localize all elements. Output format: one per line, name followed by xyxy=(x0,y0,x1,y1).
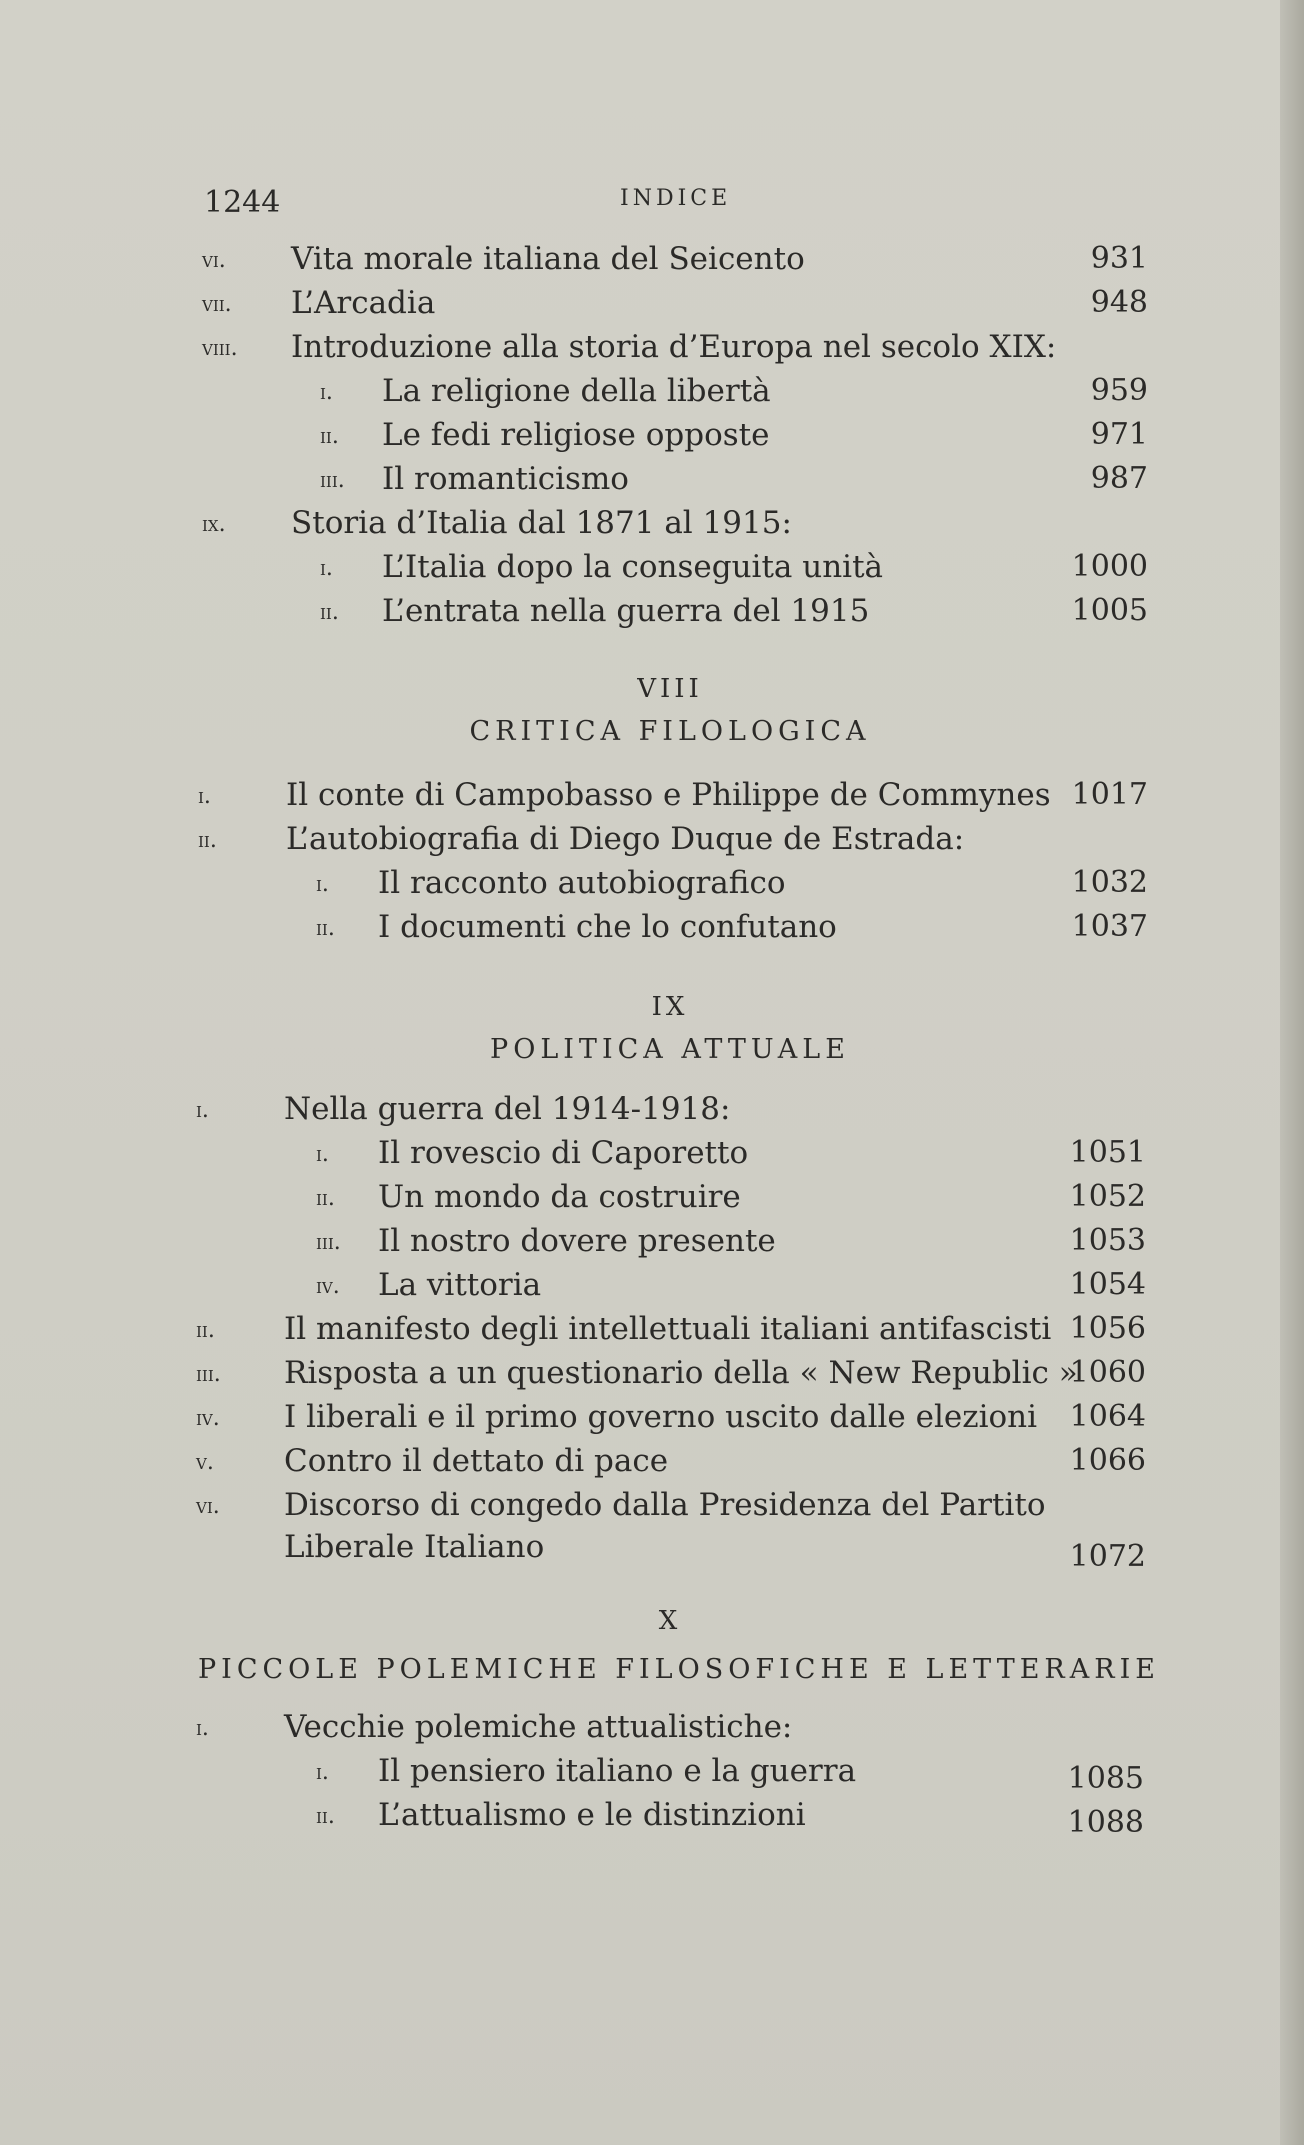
entry-roman: i. xyxy=(316,872,329,897)
entry-roman: ii. xyxy=(196,1318,215,1343)
entry-roman: viii. xyxy=(202,336,238,361)
entry-title: Introduzione alla storia d’Europa nel secolo XIX: xyxy=(291,329,1057,365)
entry-page: 1056 xyxy=(1069,1311,1146,1346)
entry-page: 987 xyxy=(1090,461,1148,496)
entry-page: 1064 xyxy=(1069,1399,1146,1434)
entry-roman: i. xyxy=(198,784,211,809)
entry-title: Il rovescio di Caporetto xyxy=(378,1135,749,1171)
entry-roman: v. xyxy=(196,1450,214,1475)
book-spine-edge xyxy=(1280,0,1304,2145)
entry-page: 1054 xyxy=(1069,1267,1146,1302)
entry-title: Contro il dettato di pace xyxy=(284,1443,669,1479)
toc-entry xyxy=(0,1709,1304,1752)
entry-title: Discorso di congedo dalla Presidenza del Partito xyxy=(284,1487,1046,1523)
entry-title: Nella guerra del 1914-1918: xyxy=(284,1091,731,1127)
entry-page: 948 xyxy=(1090,285,1148,320)
toc-entry xyxy=(0,1487,1304,1574)
toc-entry xyxy=(0,1443,1304,1486)
toc-entry xyxy=(0,1399,1304,1442)
entry-page: 1085 xyxy=(1067,1761,1144,1796)
section-number: X xyxy=(658,1606,682,1636)
section-number: IX xyxy=(651,992,689,1022)
section-title: CRITICA FILOLOGICA xyxy=(469,716,871,747)
entry-roman: i. xyxy=(316,1760,329,1785)
entry-title: Il pensiero italiano e la guerra xyxy=(378,1753,857,1789)
entry-title: La religione della libertà xyxy=(382,373,771,409)
toc-subentry xyxy=(0,865,1304,908)
entry-page: 931 xyxy=(1090,241,1148,276)
entry-title: I documenti che lo confutano xyxy=(378,909,837,945)
entry-title: L’attualismo e le distinzioni xyxy=(378,1797,806,1833)
entry-title: Vecchie polemiche attualistiche: xyxy=(284,1709,793,1745)
entry-page: 959 xyxy=(1090,373,1148,408)
page-number: 1244 xyxy=(204,185,281,220)
entry-roman: i. xyxy=(316,1142,329,1167)
toc-entry xyxy=(0,241,1304,284)
entry-roman: i. xyxy=(320,380,333,405)
toc-subentry xyxy=(0,1797,1304,1840)
entry-title: I liberali e il primo governo uscito dalle elezioni xyxy=(284,1399,1038,1435)
entry-page: 1000 xyxy=(1071,549,1148,584)
entry-title: Le fedi religiose opposte xyxy=(382,417,770,453)
toc-entry xyxy=(0,777,1304,820)
toc-subentry xyxy=(0,1267,1304,1310)
toc-entry xyxy=(0,821,1304,864)
toc-subentry xyxy=(0,549,1304,592)
entry-roman: i. xyxy=(320,556,333,581)
section-title: POLITICA ATTUALE xyxy=(490,1034,850,1065)
entry-roman: i. xyxy=(196,1716,209,1741)
entry-title: L’autobiografia di Diego Duque de Estrada: xyxy=(286,821,965,857)
section-number: VIII xyxy=(637,674,703,704)
entry-title: Il conte di Campobasso e Philippe de Commynes xyxy=(286,777,1051,813)
entry-title: Un mondo da costruire xyxy=(378,1179,741,1215)
entry-page: 1017 xyxy=(1071,777,1148,812)
entry-page: 1066 xyxy=(1069,1443,1146,1478)
entry-page: 1060 xyxy=(1069,1355,1146,1390)
entry-roman: iv. xyxy=(196,1406,220,1431)
entry-page: 1053 xyxy=(1069,1223,1146,1258)
entry-roman: iii. xyxy=(316,1230,341,1255)
toc-subentry xyxy=(0,373,1304,416)
entry-title: Risposta a un questionario della « New Republic » xyxy=(284,1355,1078,1391)
entry-roman: ix. xyxy=(202,512,226,537)
entry-title-continued: Liberale Italiano xyxy=(284,1529,545,1565)
entry-page: 1005 xyxy=(1071,593,1148,628)
entry-roman: ii. xyxy=(320,424,339,449)
toc-entry xyxy=(0,1355,1304,1398)
toc-subentry xyxy=(0,909,1304,952)
toc-subentry xyxy=(0,1179,1304,1222)
section-title: PICCOLE POLEMICHE FILOSOFICHE E LETTERARIE xyxy=(198,1654,1160,1685)
entry-page: 971 xyxy=(1090,417,1148,452)
entry-title: L’Arcadia xyxy=(291,285,436,321)
entry-title: L’Italia dopo la conseguita unità xyxy=(382,549,884,585)
entry-title: Storia d’Italia dal 1871 al 1915: xyxy=(291,505,792,541)
toc-entry xyxy=(0,1091,1304,1134)
toc-subentry xyxy=(0,1753,1304,1796)
entry-page: 1072 xyxy=(1069,1539,1146,1574)
entry-roman: iii. xyxy=(196,1362,221,1387)
toc-subentry xyxy=(0,1135,1304,1178)
entry-page: 1051 xyxy=(1069,1135,1146,1170)
entry-page: 1037 xyxy=(1071,909,1148,944)
entry-page: 1052 xyxy=(1069,1179,1146,1214)
toc-entry xyxy=(0,329,1304,372)
entry-title: Il manifesto degli intellettuali italiani antifascisti xyxy=(284,1311,1052,1347)
entry-roman: vi. xyxy=(196,1494,220,1519)
entry-roman: ii. xyxy=(316,916,335,941)
toc-subentry xyxy=(0,1223,1304,1266)
entry-roman: ii. xyxy=(316,1804,335,1829)
entry-roman: vi. xyxy=(202,248,226,273)
entry-title: L’entrata nella guerra del 1915 xyxy=(382,593,870,629)
entry-roman: iii. xyxy=(320,468,345,493)
entry-roman: vii. xyxy=(202,292,232,317)
entry-title: La vittoria xyxy=(378,1267,542,1303)
entry-title: Vita morale italiana del Seicento xyxy=(291,241,805,277)
entry-roman: ii. xyxy=(320,600,339,625)
entry-roman: ii. xyxy=(316,1186,335,1211)
toc-subentry xyxy=(0,461,1304,504)
toc-entry xyxy=(0,505,1304,548)
toc-entry xyxy=(0,1311,1304,1354)
running-title: INDICE xyxy=(620,186,732,211)
entry-title: Il nostro dovere presente xyxy=(378,1223,776,1259)
entry-roman: ii. xyxy=(198,828,217,853)
toc-subentry xyxy=(0,593,1304,636)
entry-page: 1032 xyxy=(1071,865,1148,900)
entry-title: Il romanticismo xyxy=(382,461,629,497)
toc-entry xyxy=(0,285,1304,328)
entry-roman: iv. xyxy=(316,1274,340,1299)
entry-roman: i. xyxy=(196,1098,209,1123)
toc-subentry xyxy=(0,417,1304,460)
entry-page: 1088 xyxy=(1067,1805,1144,1840)
entry-title: Il racconto autobiografico xyxy=(378,865,786,901)
